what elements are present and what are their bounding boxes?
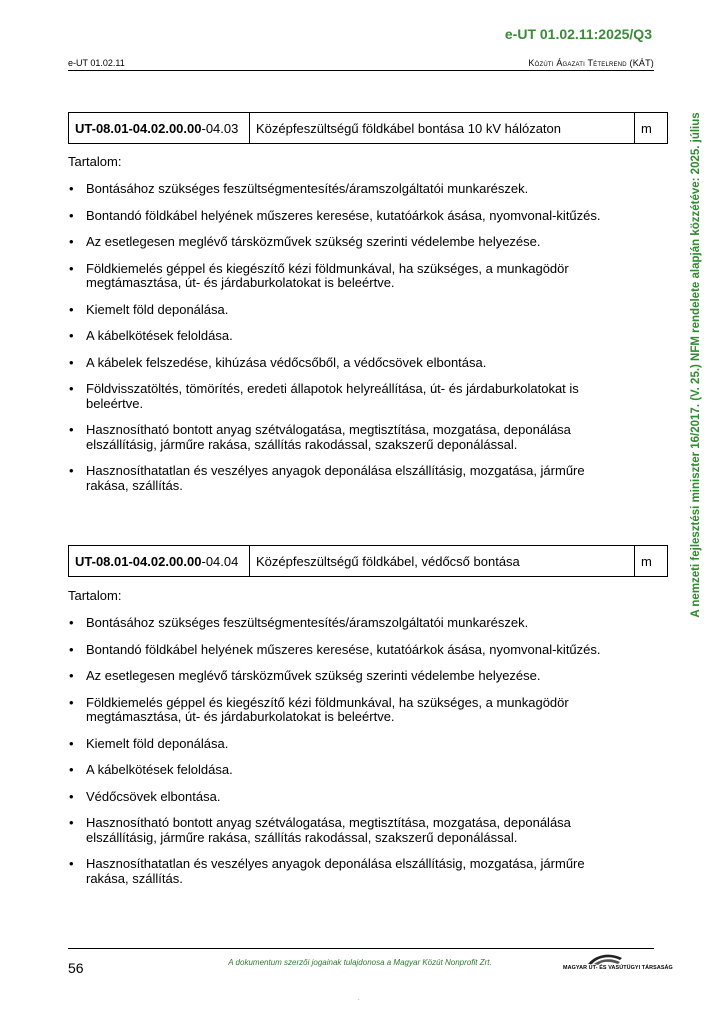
footer-divider — [68, 948, 654, 949]
header-left: e-UT 01.02.11 — [68, 58, 125, 68]
item-header-table — [68, 112, 668, 144]
list-item: • Hasznosíthatatlan és veszélyes anyagok deponálása elszállításig, mozgatása, járműre rakása, szállítás. — [68, 857, 628, 886]
item-code — [69, 546, 250, 577]
item-header-table — [68, 545, 668, 577]
list-item: • Földvisszatöltés, tömörítés, eredeti állapotok helyreállítása, út- és járdaburkolatokat is beleértve. — [68, 382, 628, 411]
item-code-bold: UT-08.01-04.02.00.00 — [75, 553, 202, 569]
list-item: • Hasznosítható bontott anyag szétválogatása, megtisztítása, mozgatása, deponálása elszállításig, járműre rakása, szállítás rakodással, szakszerű deponálással. — [68, 423, 628, 452]
list-item: • A kábelkötések feloldása. — [68, 763, 628, 778]
content-list — [68, 616, 628, 898]
item-code-suffix: -04.03 — [201, 120, 239, 136]
list-item: • Hasznosíthatatlan és veszélyes anyagok deponálása elszállításig, mozgatása, járműre rakása, szállítás. — [68, 464, 628, 493]
content-label: Tartalom: — [68, 154, 122, 169]
side-publication-note — [686, 100, 706, 630]
list-item: • A kábelek felszedése, kihúzása védőcsőből, a védőcsövek elbontása. — [68, 356, 628, 371]
content-label: Tartalom: — [68, 588, 122, 603]
list-item: • Bontandó földkábel helyének műszeres keresése, kutatóárkok ásása, nyomvonal-kitűzés. — [68, 209, 628, 224]
item-code-suffix: -04.04 — [201, 553, 239, 569]
list-item: • Bontandó földkábel helyének műszeres keresése, kutatóárkok ásása, nyomvonal-kitűzés. — [68, 643, 628, 658]
document-code: e-UT 01.02.11:2025/Q3 — [504, 26, 652, 42]
list-item: • Bontásához szükséges feszültségmentesítés/áramszolgáltatói munkarészek. — [68, 182, 628, 197]
copyright-notice: A dokumentum szerzői jogainak tulajdonosa a Magyar Közút Nonprofit Zrt. — [228, 958, 492, 967]
list-item: • Az esetlegesen meglévő társközművek szükség szerinti védelembe helyezése. — [68, 669, 628, 684]
list-item: • Védőcsövek elbontása. — [68, 790, 628, 805]
item-title: Középfeszültségű földkábel bontása 10 kV hálózaton — [250, 113, 635, 144]
header-right: Közúti Ágazati Tételrend (KÁT) — [528, 58, 654, 68]
list-item: • Földkiemelés géppel és kiegészítő kézi földmunkával, ha szükséges, a munkagödör megtámasztása, út- és járdaburkolatokat is beleértve. — [68, 696, 628, 725]
item-code-bold: UT-08.01-04.02.00.00 — [75, 120, 202, 136]
dot-mark: . — [358, 996, 360, 1002]
page-number: 56 — [68, 960, 84, 976]
item-unit: m — [635, 113, 668, 144]
running-header — [68, 58, 654, 71]
company-logo-icon — [560, 952, 656, 976]
item-code — [69, 113, 250, 144]
list-item: • Bontásához szükséges feszültségmentesítés/áramszolgáltatói munkarészek. — [68, 616, 628, 631]
list-item: • A kábelkötések feloldása. — [68, 329, 628, 344]
list-item: • Kiemelt föld deponálása. — [68, 303, 628, 318]
list-item: • Földkiemelés géppel és kiegészítő kézi földmunkával, ha szükséges, a munkagödör megtámasztása, út- és járdaburkolatokat is beleértve. — [68, 262, 628, 291]
list-item: • Az esetlegesen meglévő társközművek szükség szerinti védelembe helyezése. — [68, 235, 628, 250]
item-title: Középfeszültségű földkábel, védőcső bontása — [250, 546, 635, 577]
content-list — [68, 182, 628, 505]
list-item: • Hasznosítható bontott anyag szétválogatása, megtisztítása, mozgatása, deponálása elszállításig, járműre rakása, szállítás rakodással, szakszerű deponálással. — [68, 816, 628, 845]
logo-text: MAGYAR ÚT- ÉS VASÚTÜGYI TÁRSASÁG — [563, 965, 673, 971]
side-note-text: A nemzeti fejlesztési miniszter 16/2017. (V. 25.) NFM rendelete alapján közzétéve: 2025. július — [690, 112, 702, 618]
list-item: • Kiemelt föld deponálása. — [68, 737, 628, 752]
item-unit: m — [635, 546, 668, 577]
